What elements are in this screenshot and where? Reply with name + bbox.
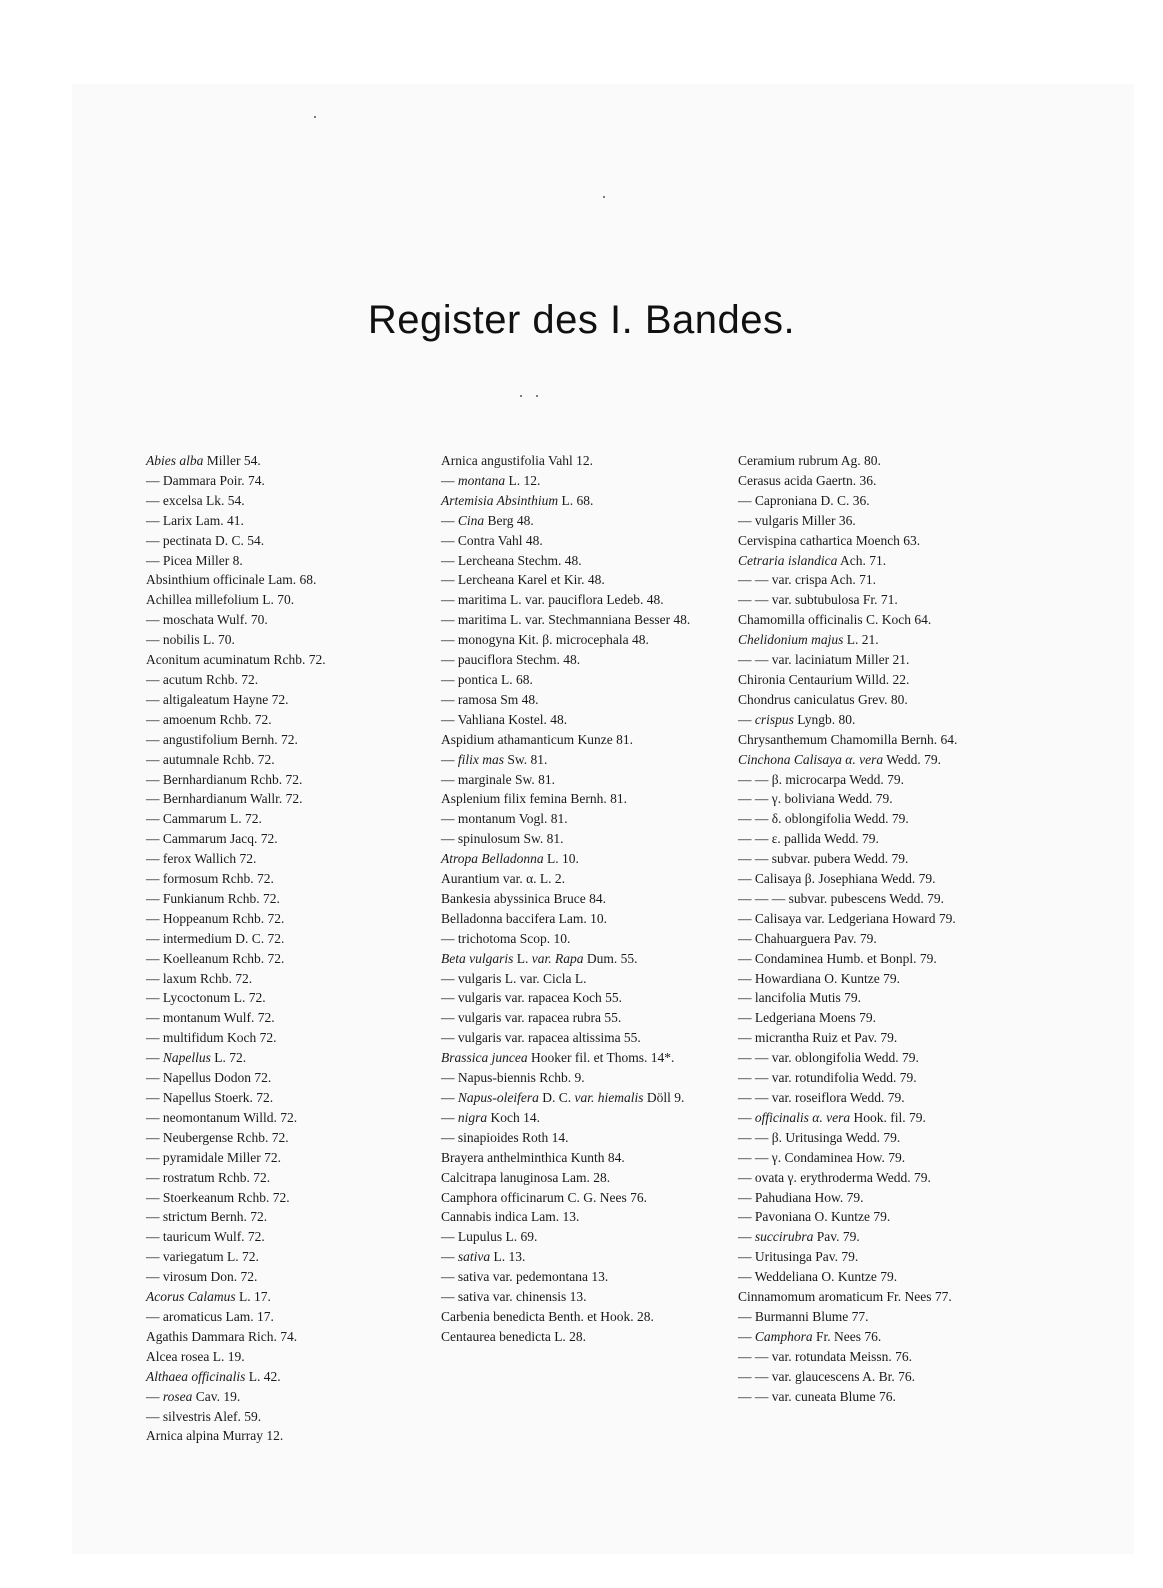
index-entry: — vulgaris var. rapacea rubra 55. — [441, 1010, 622, 1026]
index-entry: — — var. roseiflora Wedd. 79. — [738, 1090, 905, 1105]
index-entry: — Uritusinga Pav. 79. — [738, 1249, 859, 1265]
index-entry: — crispus Lyngb. 80. — [738, 711, 856, 727]
index-entry: — — var. rotundifolia Wedd. 79. — [738, 1070, 917, 1086]
index-entry: — neomontanum Willd. 72. — [146, 1109, 298, 1125]
index-entry: Beta vulgaris L. var. Rapa Dum. 55. — [441, 950, 638, 966]
index-entry: — nigra Koch 14. — [441, 1109, 541, 1125]
index-entry: — Napus-biennis Rchb. 9. — [441, 1070, 585, 1086]
index-entry: — trichotoma Scop. 10. — [441, 930, 571, 946]
index-entry: — Condaminea Humb. et Bonpl. 79. — [738, 950, 937, 966]
index-entry: — filix mas Sw. 81. — [441, 751, 548, 767]
index-entry: Arnica alpina Murray 12. — [146, 1428, 284, 1444]
index-entry: — vulgaris Miller 36. — [738, 512, 856, 528]
index-entry: — Napellus Dodon 72. — [146, 1070, 272, 1086]
index-entry: — excelsa Lk. 54. — [146, 492, 245, 508]
index-entry: — Ledgeriana Moens 79. — [738, 1010, 876, 1026]
index-entry: — Hoppeanum Rchb. 72. — [146, 910, 285, 926]
index-entry: Arnica angustifolia Vahl 12. — [441, 453, 593, 468]
index-entry: — — var. oblongifolia Wedd. 79. — [738, 1050, 919, 1066]
index-entry: Artemisia Absinthium L. 68. — [441, 492, 594, 508]
index-entry: — autumnale Rchb. 72. — [146, 751, 275, 767]
index-entry: — Funkianum Rchb. 72. — [146, 890, 280, 906]
index-entry: Ceramium rubrum Ag. 80. — [738, 453, 881, 468]
index-entry: — lancifolia Mutis 79. — [738, 990, 861, 1006]
index-entry: Aspidium athamanticum Kunze 81. — [441, 731, 633, 747]
index-entry: — — var. glaucescens A. Br. 76. — [738, 1368, 915, 1384]
index-entry: — Napus-oleifera D. C. var. hiemalis Döll 9. — [441, 1090, 685, 1105]
index-entry: — — var. cuneata Blume 76. — [738, 1388, 896, 1404]
index-entry: Absinthium officinale Lam. 68. — [146, 572, 317, 588]
index-entry: — angustifolium Bernh. 72. — [146, 731, 298, 747]
index-entry: — Napellus L. 72. — [146, 1050, 247, 1066]
index-entry: Acorus Calamus L. 17. — [146, 1289, 271, 1305]
index-entry: — nobilis L. 70. — [146, 632, 235, 648]
speck — [603, 196, 605, 198]
index-entry: — ramosa Sm 48. — [441, 691, 539, 707]
index-entry: — — var. laciniatum Miller 21. — [738, 652, 910, 668]
index-entry: — montana L. 12. — [441, 472, 541, 488]
index-entry: Chelidonium majus L. 21. — [738, 632, 879, 648]
index-entry: Aurantium var. α. L. 2. — [441, 871, 566, 887]
index-entry: — — γ. boliviana Wedd. 79. — [738, 791, 893, 807]
index-entry: — Bernhardianum Wallr. 72. — [146, 791, 303, 807]
index-entry: — Calisaya β. Josephiana Wedd. 79. — [738, 871, 936, 887]
index-entry: — sinapioides Roth 14. — [441, 1129, 569, 1145]
index-entry: — variegatum L. 72. — [146, 1249, 259, 1265]
index-entry: — Howardiana O. Kuntze 79. — [738, 970, 900, 986]
index-entry: — — β. Uritusinga Wedd. 79. — [738, 1129, 901, 1145]
index-entry: — micrantha Ruiz et Pav. 79. — [738, 1030, 898, 1046]
index-entry: Camphora officinarum C. G. Nees 76. — [441, 1189, 647, 1205]
index-entry: — marginale Sw. 81. — [441, 771, 555, 787]
index-entry: — Bernhardianum Rchb. 72. — [146, 771, 303, 787]
index-entry: — virosum Don. 72. — [146, 1269, 258, 1285]
index-entry: — Camphora Fr. Nees 76. — [738, 1328, 882, 1344]
index-entry: — Dammara Poir. 74. — [146, 472, 265, 488]
index-entry: — — — subvar. pubescens Wedd. 79. — [738, 890, 945, 906]
index-entry: — — γ. Condaminea How. 79. — [738, 1149, 906, 1165]
index-entry: — Stoerkeanum Rchb. 72. — [146, 1189, 290, 1205]
index-entry: Belladonna baccifera Lam. 10. — [441, 910, 608, 926]
index-entry: — Burmanni Blume 77. — [738, 1308, 869, 1324]
index-entry: — formosum Rchb. 72. — [146, 871, 274, 887]
index-entry: — sativa L. 13. — [441, 1249, 526, 1265]
index-entry: — moschata Wulf. 70. — [146, 612, 268, 628]
index-entry: — vulgaris var. rapacea altissima 55. — [441, 1030, 641, 1046]
index-entry: — Picea Miller 8. — [146, 552, 243, 568]
index-entry: Abies alba Miller 54. — [146, 453, 261, 468]
index-entry: Chironia Centaurium Willd. 22. — [738, 671, 910, 687]
index-entry: Cannabis indica Lam. 13. — [441, 1209, 580, 1225]
index-entry: — Vahliana Kostel. 48. — [441, 711, 568, 727]
index-entry: — Caproniana D. C. 36. — [738, 492, 870, 508]
index-entry: Cinchona Calisaya α. vera Wedd. 79. — [738, 751, 941, 767]
index-entry: — Koelleanum Rchb. 72. — [146, 950, 285, 966]
index-entry: — — var. subtubulosa Fr. 71. — [738, 592, 898, 608]
index-entry: Calcitrapa lanuginosa Lam. 28. — [441, 1169, 611, 1185]
index-column-1 — [146, 451, 436, 1446]
index-entry: — monogyna Kit. β. microcephala 48. — [441, 632, 649, 648]
index-entry: — Weddeliana O. Kuntze 79. — [738, 1269, 898, 1285]
index-entry: — Cammarum Jacq. 72. — [146, 831, 278, 847]
index-entry: Brayera anthelminthica Kunth 84. — [441, 1149, 625, 1165]
index-entry: — maritima L. var. pauciflora Ledeb. 48. — [441, 592, 664, 608]
index-entry: Asplenium filix femina Bernh. 81. — [441, 791, 627, 807]
index-entry: — pontica L. 68. — [441, 671, 533, 687]
index-entry: — Lycoctonum L. 72. — [146, 990, 266, 1006]
index-entry: — montanum Wulf. 72. — [146, 1010, 275, 1026]
index-entry: Carbenia benedicta Benth. et Hook. 28. — [441, 1308, 654, 1324]
index-entry: — pectinata D. C. 54. — [146, 532, 265, 548]
index-entry: — — β. microcarpa Wedd. 79. — [738, 771, 904, 787]
index-entry: — pyramidale Miller 72. — [146, 1149, 281, 1165]
index-entry: — Larix Lam. 41. — [146, 512, 244, 528]
speck — [536, 395, 538, 397]
index-entry: Alcea rosea L. 19. — [146, 1348, 245, 1364]
index-entry: — Pahudiana How. 79. — [738, 1189, 864, 1205]
index-entry: — sativa var. chinensis 13. — [441, 1289, 587, 1305]
index-entry: — Cina Berg 48. — [441, 512, 534, 528]
index-entry: — succirubra Pav. 79. — [738, 1229, 860, 1245]
index-entry: — aromaticus Lam. 17. — [146, 1308, 274, 1324]
index-entry: — Contra Vahl 48. — [441, 532, 543, 548]
index-entry: — vulgaris L. var. Cicla L. — [441, 970, 587, 986]
index-entry: Cervispina cathartica Moench 63. — [738, 532, 921, 548]
index-entry: — — ε. pallida Wedd. 79. — [738, 831, 879, 847]
index-entry: — multifidum Koch 72. — [146, 1030, 277, 1046]
index-entry: — Calisaya var. Ledgeriana Howard 79. — [738, 910, 956, 926]
index-entry: — rosea Cav. 19. — [146, 1388, 241, 1404]
index-entry: — strictum Bernh. 72. — [146, 1209, 268, 1225]
index-entry: Atropa Belladonna L. 10. — [441, 851, 579, 867]
index-entry: — sativa var. pedemontana 13. — [441, 1269, 609, 1285]
index-entry: — amoenum Rchb. 72. — [146, 711, 272, 727]
index-entry: Chamomilla officinalis C. Koch 64. — [738, 612, 932, 628]
index-entry: — Lercheana Stechm. 48. — [441, 552, 582, 568]
index-entry: — Cammarum L. 72. — [146, 811, 262, 827]
index-entry: Agathis Dammara Rich. 74. — [146, 1328, 298, 1344]
index-entry: — officinalis α. vera Hook. fil. 79. — [738, 1109, 926, 1125]
index-entry: Althaea officinalis L. 42. — [146, 1368, 281, 1384]
index-entry: — Napellus Stoerk. 72. — [146, 1090, 274, 1105]
index-entry: Cerasus acida Gaertn. 36. — [738, 472, 877, 488]
index-entry: Achillea millefolium L. 70. — [146, 592, 295, 608]
index-entry: — — δ. oblongifolia Wedd. 79. — [738, 811, 909, 827]
index-entry: — silvestris Alef. 59. — [146, 1408, 262, 1424]
index-entry: — ovata γ. erythroderma Wedd. 79. — [738, 1169, 931, 1185]
index-column-2 — [441, 451, 731, 1347]
index-entry: — — var. rotundata Meissn. 76. — [738, 1348, 912, 1364]
index-column-3 — [738, 451, 1006, 1407]
index-entry: Chrysanthemum Chamomilla Bernh. 64. — [738, 731, 958, 747]
index-entry: — Pavoniana O. Kuntze 79. — [738, 1209, 891, 1225]
index-entry: Bankesia abyssinica Bruce 84. — [441, 890, 606, 906]
index-entry: Aconitum acuminatum Rchb. 72. — [146, 652, 326, 668]
index-entry: Chondrus caniculatus Grev. 80. — [738, 691, 908, 707]
index-entry: — laxum Rchb. 72. — [146, 970, 253, 986]
index-entry: — — subvar. pubera Wedd. 79. — [738, 851, 909, 867]
index-entry: Centaurea benedicta L. 28. — [441, 1328, 587, 1344]
index-entry: — pauciflora Stechm. 48. — [441, 652, 581, 668]
index-entry: — vulgaris var. rapacea Koch 55. — [441, 990, 623, 1006]
index-entry: Cinnamomum aromaticum Fr. Nees 77. — [738, 1289, 952, 1305]
index-entry: — montanum Vogl. 81. — [441, 811, 568, 827]
index-entry: — acutum Rchb. 72. — [146, 671, 259, 687]
index-entry: — Lercheana Karel et Kir. 48. — [441, 572, 605, 588]
index-entry: — maritima L. var. Stechmanniana Besser 48. — [441, 612, 691, 628]
index-entry: — rostratum Rchb. 72. — [146, 1169, 271, 1185]
speck — [314, 116, 316, 118]
index-entry: — spinulosum Sw. 81. — [441, 831, 564, 847]
index-entry: Brassica juncea Hooker fil. et Thoms. 14*. — [441, 1050, 675, 1066]
index-entry: — Neubergense Rchb. 72. — [146, 1129, 289, 1145]
index-entry: — altigaleatum Hayne 72. — [146, 691, 289, 707]
index-entry: — Lupulus L. 69. — [441, 1229, 538, 1245]
index-entry: — Chahuarguera Pav. 79. — [738, 930, 877, 946]
index-entry: Cetraria islandica Ach. 71. — [738, 552, 887, 568]
speck — [520, 395, 522, 397]
index-entry: — intermedium D. C. 72. — [146, 930, 285, 946]
index-entry: — tauricum Wulf. 72. — [146, 1229, 265, 1245]
index-entry: — — var. crispa Ach. 71. — [738, 572, 876, 588]
page-title: Register des I. Bandes. — [367, 298, 796, 342]
index-entry: — ferox Wallich 72. — [146, 851, 257, 867]
